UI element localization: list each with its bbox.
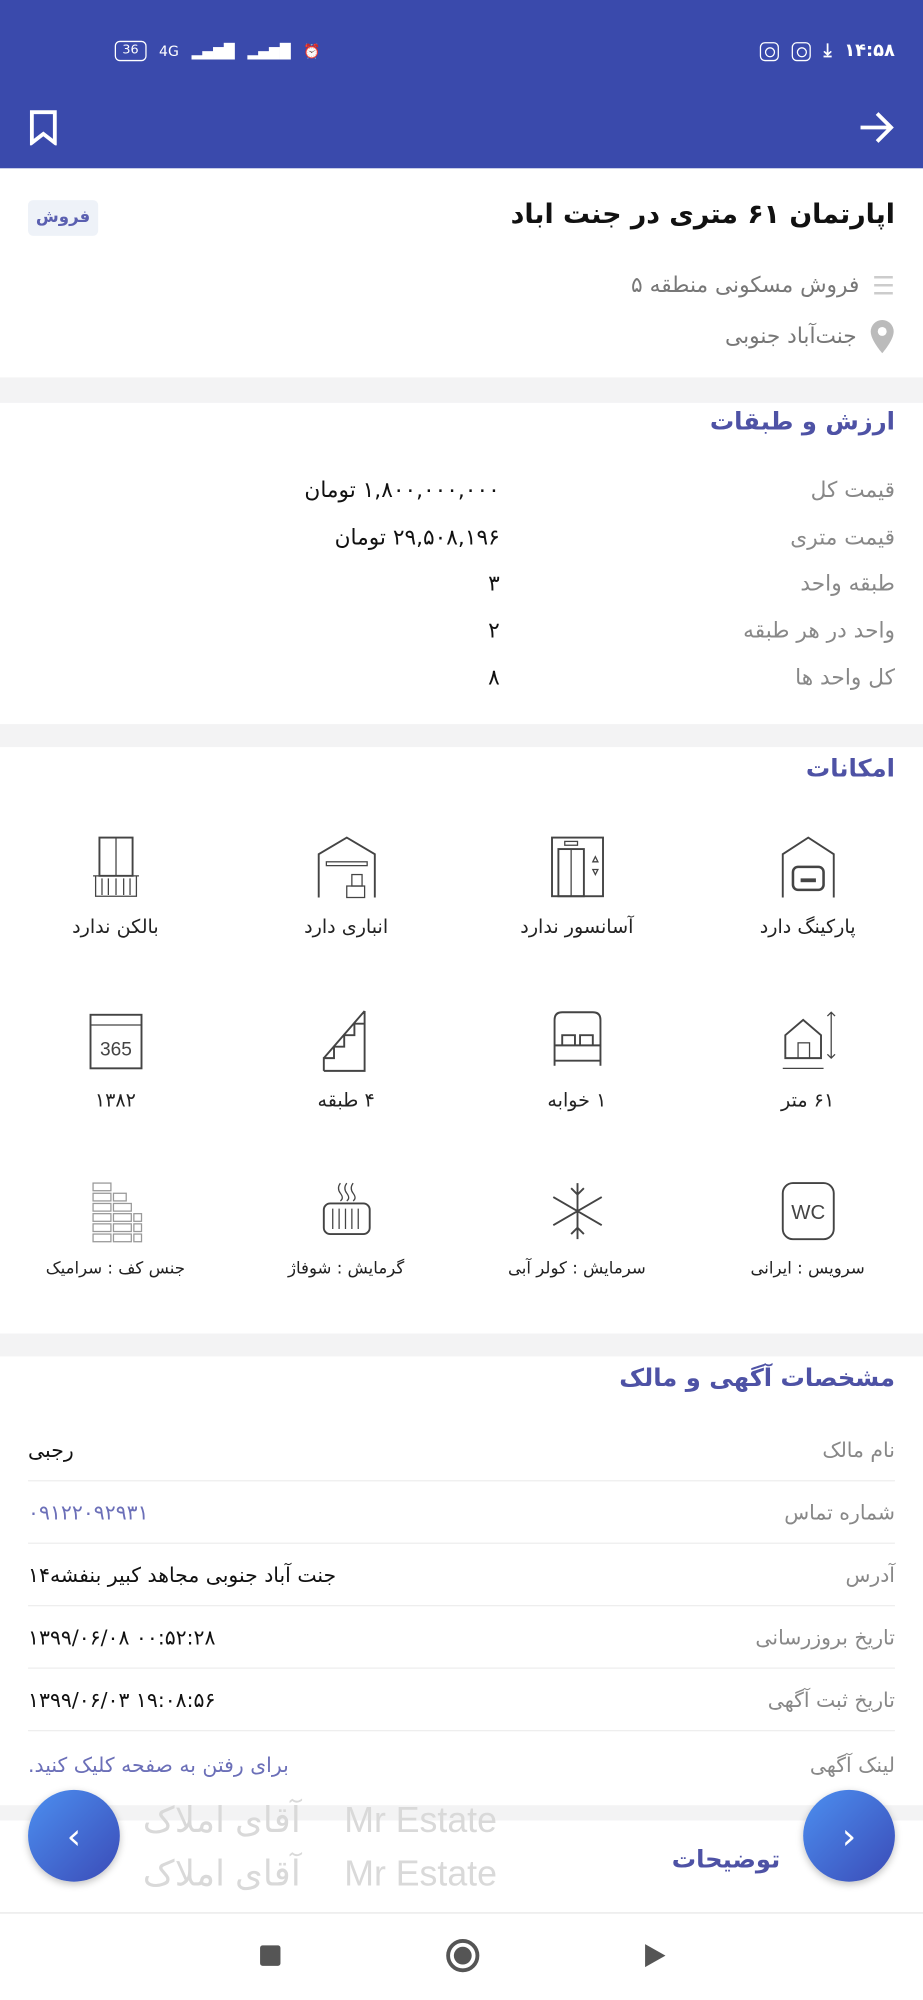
- calendar-icon: [82, 1007, 148, 1073]
- amenity-parking: [692, 834, 923, 1000]
- back-button[interactable]: [645, 1944, 665, 1967]
- app-header: [0, 0, 923, 168]
- watermark-fa: آقای املاک: [142, 1800, 301, 1840]
- link-row: [28, 1734, 895, 1796]
- status-bar-left: [115, 41, 321, 61]
- amenity-label: ۱ خوابه: [547, 1088, 607, 1112]
- listing-title: اپارتمان ۶۱ متری در جنت اباد: [510, 198, 895, 230]
- section-divider: [0, 377, 923, 402]
- owner-section-title: مشخصات آگهی و مالک: [619, 1364, 895, 1393]
- kv-label: قیمت کل: [810, 478, 895, 504]
- amenities-grid: [0, 834, 923, 1000]
- battery-icon: 36: [115, 41, 147, 61]
- amenity-label: بالکن ندارد: [72, 915, 159, 939]
- home-button[interactable]: [446, 1939, 479, 1972]
- location-line: [725, 319, 895, 355]
- next-button[interactable]: [803, 1790, 895, 1882]
- amenities-grid-row2: [0, 1007, 923, 1173]
- amenity-year: [0, 1007, 231, 1173]
- kv-label: کل واحد ها: [795, 665, 895, 691]
- amenity-cooling: [461, 1178, 692, 1344]
- watermark-fa-2: آقای املاک: [142, 1853, 301, 1894]
- list-icon: ☰: [872, 270, 895, 301]
- snowflake-icon: [544, 1178, 610, 1244]
- updated-row: [28, 1606, 895, 1668]
- row-label: لینک آگهی: [809, 1752, 895, 1778]
- row-label: تاریخ ثبت آگهی: [767, 1687, 895, 1712]
- address-row: [28, 1544, 895, 1606]
- amenity-floors: [231, 1007, 462, 1173]
- amenity-flooring: [0, 1178, 231, 1344]
- chevron-left-icon: ‹: [66, 1814, 82, 1857]
- listing-link[interactable]: برای رفتن به صفحه کلیک کنید.: [28, 1752, 289, 1778]
- balcony-icon: [82, 834, 148, 900]
- category-line: [631, 270, 895, 301]
- bed-icon: [544, 1007, 610, 1073]
- brick-icon: [82, 1178, 148, 1244]
- kv-value: ۱,۸۰۰,۰۰۰,۰۰۰ تومان: [304, 478, 500, 504]
- kv-label: واحد در هر طبقه: [743, 618, 895, 644]
- address-value: جنت آباد جنوبی مجاهد کبیر بنفشه۱۴: [28, 1562, 337, 1587]
- amenity-label: آسانسور ندارد: [520, 915, 634, 939]
- kv-label: طبقه واحد: [800, 571, 895, 597]
- watermark-en-2: Mr Estate: [344, 1853, 497, 1894]
- amenity-bedroom: [461, 1007, 692, 1173]
- bookmark-icon[interactable]: [28, 110, 59, 146]
- storage-icon: [313, 834, 379, 900]
- wc-icon: [774, 1178, 840, 1244]
- kv-value: ۳: [488, 571, 500, 597]
- owner-row: [28, 1419, 895, 1481]
- status-bar-right: [760, 41, 895, 61]
- signal-icon-2: ▂▄▆█: [247, 42, 291, 60]
- row-label: آدرس: [845, 1562, 895, 1587]
- row-label: شماره تماس: [784, 1499, 895, 1525]
- stairs-icon: [313, 1007, 379, 1073]
- amenity-label: جنس کف : سرامیک: [45, 1259, 185, 1279]
- alarm-icon: ⏰: [303, 42, 321, 60]
- amenity-heating: [231, 1178, 462, 1344]
- amenity-label: سرمایش : کولر آبی: [507, 1259, 646, 1279]
- phone-link[interactable]: ۰۹۱۲۲۰۹۲۹۳۱: [28, 1499, 149, 1525]
- amenity-label: سرویس : ایرانی: [750, 1259, 865, 1279]
- price-section-title: ارزش و طبقات: [709, 407, 895, 437]
- description-title: توضیحات: [671, 1845, 781, 1875]
- registered-row: [28, 1669, 895, 1731]
- section-divider: [0, 1334, 923, 1357]
- amenity-label: گرمایش : شوفاژ: [287, 1259, 405, 1279]
- category-text: فروش مسکونی منطقه ۵: [631, 272, 860, 299]
- amenity-area: [692, 1007, 923, 1173]
- kv-label: قیمت متری: [790, 525, 895, 551]
- prev-button[interactable]: [28, 1790, 120, 1882]
- system-nav-bar: [0, 1912, 923, 1999]
- instagram-icon: [760, 41, 779, 60]
- location-text: جنت‌آباد جنوبی: [725, 323, 857, 350]
- section-divider: [0, 724, 923, 747]
- clock: ۱۴:۵۸: [844, 40, 895, 62]
- amenity-label: پارکینگ دارد: [759, 915, 856, 939]
- area-icon: [774, 1007, 840, 1073]
- row-label: نام مالک: [822, 1437, 895, 1462]
- sale-badge: فروش: [28, 200, 98, 236]
- svg-text:365: 365: [99, 1039, 132, 1061]
- download-icon: ⤓: [823, 40, 832, 62]
- amenity-label: ۴ طبقه: [317, 1088, 375, 1112]
- phone-row: [28, 1481, 895, 1543]
- amenity-balcony: [0, 834, 231, 1000]
- amenity-label: انباری دارد: [304, 915, 389, 939]
- network-label: 4G: [159, 42, 179, 60]
- kv-value: ۸: [488, 665, 500, 691]
- row-label: تاریخ بروزرسانی: [755, 1624, 895, 1650]
- updated-value: ۱۳۹۹/۰۶/۰۸ ۰۰:۵۲:۲۸: [28, 1624, 216, 1650]
- kv-value: ۲: [488, 618, 500, 644]
- recents-button[interactable]: [260, 1945, 280, 1965]
- svg-text:WC: WC: [790, 1201, 825, 1224]
- radiator-icon: [313, 1178, 379, 1244]
- instagram-icon-2: [792, 41, 811, 60]
- owner-name: رجبی: [28, 1437, 74, 1462]
- watermark-en: Mr Estate: [344, 1800, 497, 1840]
- amenity-wc: [692, 1178, 923, 1344]
- elevator-icon: [544, 834, 610, 900]
- registered-value: ۱۳۹۹/۰۶/۰۳ ۱۹:۰۸:۵۶: [28, 1687, 216, 1712]
- back-arrow-icon[interactable]: [857, 110, 895, 146]
- amenity-elevator: [461, 834, 692, 1000]
- chevron-right-icon: ›: [841, 1814, 857, 1857]
- amenity-label: ۶۱ متر: [781, 1088, 835, 1112]
- parking-icon: [774, 834, 840, 900]
- amenities-grid-row3: [0, 1178, 923, 1344]
- signal-icon: ▂▄▆█: [191, 42, 235, 60]
- amenities-title: امکانات: [805, 754, 895, 783]
- location-pin-icon: [869, 319, 894, 355]
- amenity-label: ۱۳۸۲: [94, 1088, 136, 1112]
- kv-value: ۲۹,۵۰۸,۱۹۶ تومان: [334, 525, 500, 551]
- amenity-storage: [231, 834, 462, 1000]
